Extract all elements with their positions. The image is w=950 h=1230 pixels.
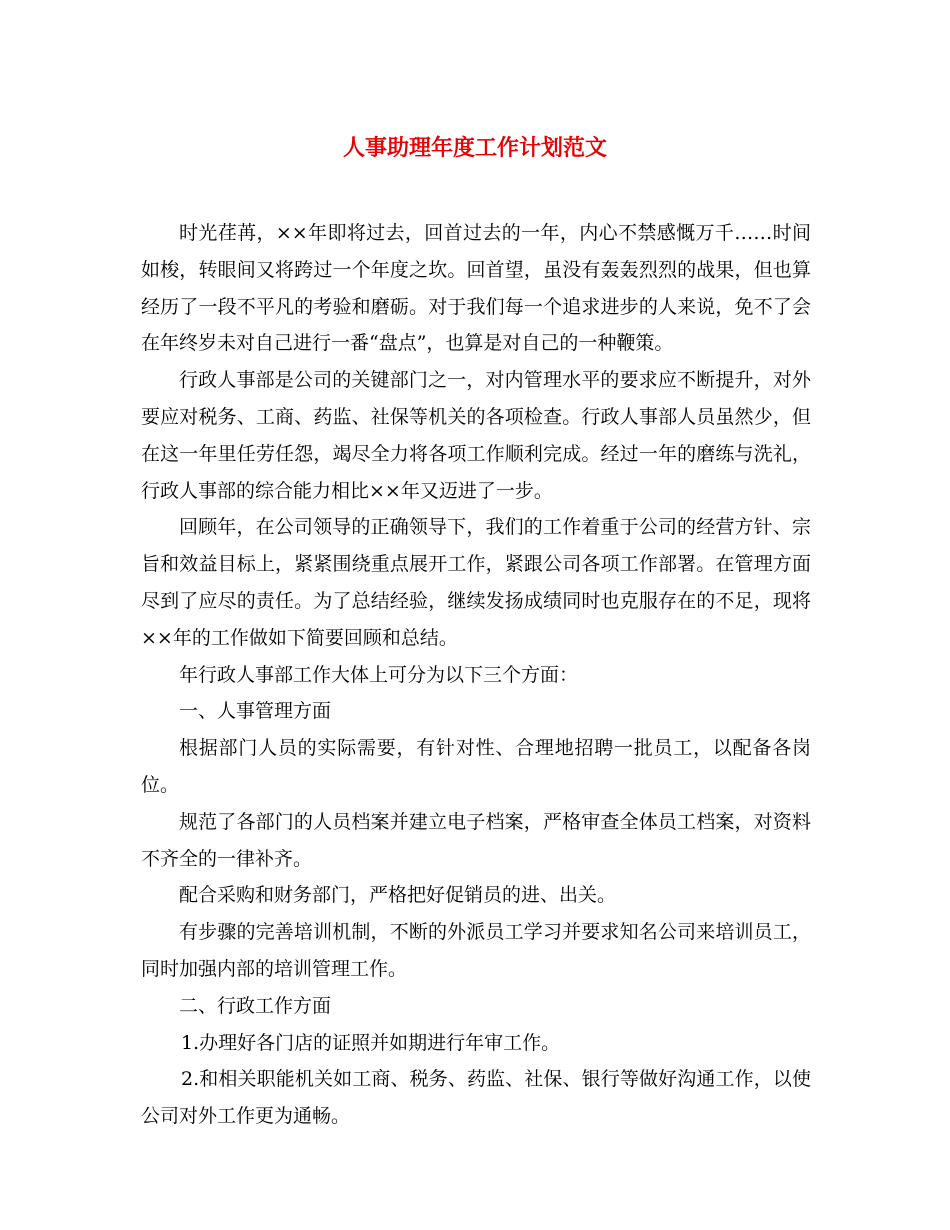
paragraph-training: 有步骤的完善培训机制，不断的外派员工学习并要求知名公司来培训员工，同时加强内部的培训管理工作。 [141, 921, 811, 980]
paragraph-overview: 年行政人事部工作大体上可分为以下三个方面： [179, 663, 579, 686]
paragraph-archives: 规范了各部门的人员档案并建立电子档案，严格审查全体员工档案，对资料不齐全的一律补齐。 [141, 810, 811, 870]
paragraph-recruit: 根据部门人员的实际需要，有针对性、合理地招聘一批员工，以配备各岗位。 [141, 737, 811, 796]
document-title: 人事助理年度工作计划范文 [342, 135, 607, 161]
paragraph-review: 回顾年，在公司领导的正确领导下，我们的工作着重于公司的经营方针、宗旨和效益目标上，紧紧围绕重点展开工作，紧跟公司各项工作部署。在管理方面尽到了应尽的责任。为了总结经验，继续发扬成绩同时也克服存在的不足，现将××年的工作做如下简要回顾和总结。 [141, 516, 811, 649]
list-item-communication: 2.和相关职能机关如工商、税务、药监、社保、银行等做好沟通工作，以使公司对外工作更为通畅。 [141, 1068, 811, 1128]
list-item-licenses: 1.办理好各门店的证照并如期进行年审工作。 [181, 1031, 561, 1054]
paragraph-department: 行政人事部是公司的关键部门之一，对内管理水平的要求应不断提升，对外要应对税务、工商、药监、社保等机关的各项检查。行政人事部人员虽然少，但在这一年里任劳任怨，竭尽全力将各项工作顺利完成。经过一年的磨练与洗礼，行政人事部的综合能力相比××年又迈进了一步。 [141, 369, 811, 502]
section-heading-hr: 一、人事管理方面 [179, 700, 332, 723]
document-body [141, 215, 811, 1135]
paragraph-intro: 时光荏苒，××年即将过去，回首过去的一年，内心不禁感慨万千……时间如梭，转眼间又将跨过一个年度之坎。回首望，虽没有轰轰烈烈的战果，但也算经历了一段不平凡的考验和磨砺。对于我们每一个追求进步的人来说，免不了会在年终岁未对自己进行一番“盘点”，也算是对自己的一种鞭策。 [141, 222, 811, 355]
section-heading-admin: 二、行政工作方面 [179, 994, 332, 1017]
paragraph-promoters: 配合采购和财务部门，严格把好促销员的进、出关。 [179, 884, 617, 907]
